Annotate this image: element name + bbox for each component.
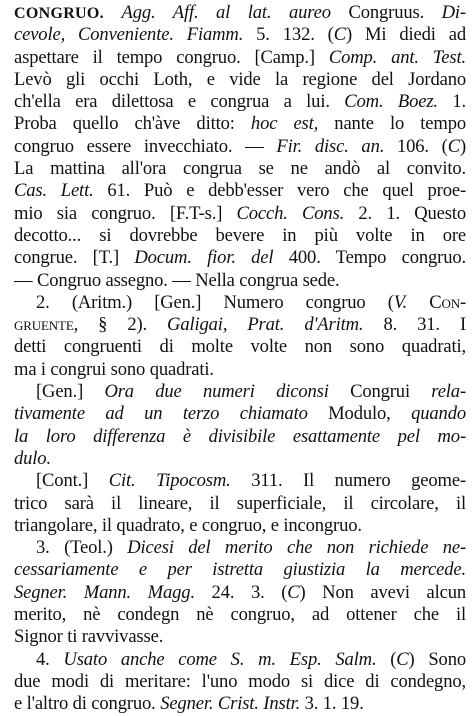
entry-line	[14, 470, 466, 492]
italic-text: Segner. Crist. Instr.	[160, 693, 301, 715]
entry-line	[14, 292, 466, 314]
entry-line	[14, 113, 466, 135]
sense-number: 4.	[36, 648, 64, 670]
text-segment: due modi di meritare: l'uno modo si dice di condegno,	[14, 670, 466, 692]
italic-text: C	[287, 581, 300, 603]
italic-text: Com. Boez.	[344, 91, 438, 113]
text-segment: [Gen.]	[36, 381, 105, 403]
entry-line	[14, 426, 466, 448]
text-segment: detti congruenti di molte volte non sono quadrati,	[14, 336, 466, 358]
entry-line	[14, 582, 466, 604]
italic-text: Di-	[441, 2, 466, 23]
text-segment: 5. 132. (	[243, 24, 334, 46]
italic-text: Docum. fior. del	[134, 247, 274, 269]
italic-text: Cit. Tipocosm.	[108, 470, 231, 492]
entry-line	[14, 559, 466, 581]
text-segment: , § 2).	[73, 314, 168, 336]
text-segment	[104, 2, 122, 23]
entry-line	[14, 604, 466, 626]
entry-line	[14, 158, 466, 180]
italic-text: cevole, Conveniente. Fiamm.	[14, 24, 244, 46]
italic-text: C	[396, 648, 409, 670]
text-segment: Proba quello ch'àve ditto:	[14, 113, 251, 135]
text-segment: 1.	[437, 91, 466, 113]
small-caps-text: Con-	[407, 291, 466, 313]
text-segment: Levò gli occhi Loth, e vide la regione del Jordano	[14, 68, 466, 90]
entry-line	[14, 448, 466, 470]
text-segment: merito, nè condegn nè congruo, ad ottener che il	[14, 604, 466, 626]
small-caps-text: gruente	[14, 314, 74, 336]
text-segment: ch'ella era dilettosa e congrua a lui.	[14, 91, 345, 113]
italic-text: Cas. Lett.	[14, 180, 94, 202]
text-segment: 400. Tempo congruo.	[273, 247, 466, 269]
italic-text: Cocch. Cons.	[236, 202, 345, 224]
entry-line	[14, 91, 466, 113]
entry-line	[14, 381, 466, 403]
entry-line	[14, 336, 466, 358]
text-segment: La mattina all'ora congrua se ne andò al convito.	[14, 158, 466, 180]
text-segment: (Teol.)	[64, 537, 128, 559]
italic-text: Fir. disc. an.	[276, 135, 385, 157]
entry-line	[14, 314, 466, 336]
text-segment: (	[376, 648, 397, 670]
italic-text: dulo.	[14, 447, 51, 469]
italic-text: C	[447, 135, 460, 157]
entry-line	[14, 626, 466, 648]
entry-line	[14, 649, 466, 671]
text-segment: mio sia congruo. [F.T-s.]	[14, 202, 237, 224]
headword: CONGRUO.	[14, 5, 104, 22]
text-segment: decotto... si dovrebbe bevere in più volte in ore	[14, 224, 466, 246]
italic-text: C	[333, 24, 346, 46]
text-segment: ) Non avevi alcun	[299, 581, 466, 603]
italic-text: la loro differenza è divisibile esattamente pel mo-	[14, 425, 466, 447]
entry-line	[14, 403, 466, 425]
text-segment: congruo essere invecchiato. —	[14, 135, 277, 157]
text-segment: 3. 1. 19.	[300, 693, 364, 715]
entry-line	[14, 180, 466, 202]
italic-text: quando	[411, 403, 466, 425]
italic-text: rela-	[431, 381, 466, 403]
entry-line	[14, 671, 466, 693]
entry-line	[14, 515, 466, 537]
text-segment: 24. 3. (	[194, 581, 288, 603]
entry-line	[14, 537, 466, 559]
italic-text: V.	[393, 291, 408, 313]
text-segment: [Cont.]	[36, 470, 109, 492]
text-segment: ) Mi diedi ad	[345, 24, 466, 46]
dictionary-entry	[14, 2, 466, 716]
italic-text: tivamente ad un terzo chiamato	[14, 403, 308, 425]
text-segment: 2. 1. Questo	[344, 202, 466, 224]
text-segment: Congrui	[328, 381, 432, 403]
text-segment: Modulo,	[307, 403, 412, 425]
text-segment: triangolare, il quadrato, e congruo, e incongruo.	[14, 514, 362, 536]
entry-line	[14, 693, 466, 715]
italic-text: Segner. Mann. Magg.	[14, 581, 195, 603]
sense-number: 2.	[36, 291, 72, 313]
entry-line	[14, 203, 466, 225]
italic-text: Usato anche come S. m. Esp. Salm.	[63, 648, 377, 670]
text-segment: Signor ti ravvivasse.	[14, 626, 164, 648]
italic-text: Agg. Aff. al lat. aureo	[121, 2, 331, 23]
text-segment: Congruus.	[330, 2, 442, 23]
text-segment: ) Sono	[408, 648, 466, 670]
text-segment: ma i congrui sono quadrati.	[14, 358, 214, 380]
text-segment: aspettare il tempo congruo. [Camp.]	[14, 46, 329, 68]
entry-line	[14, 493, 466, 515]
text-segment: trico sarà il lineare, il superficiale, il circolare, il	[14, 492, 466, 514]
text-segment: nante lo tempo	[318, 113, 466, 135]
sense-number: 3.	[36, 537, 65, 559]
italic-text: Ora due numeri diconsi	[104, 381, 329, 403]
text-segment: 61. Può e debb'esser vero che quel proe-	[93, 180, 466, 202]
entry-line	[14, 270, 466, 292]
entry-line	[14, 359, 466, 381]
text-segment: (Aritm.) [Gen.] Numero congruo (	[71, 291, 394, 313]
text-segment: 311. Il numero geome-	[230, 470, 466, 492]
entry-line	[14, 24, 466, 46]
text-segment: )	[459, 135, 466, 157]
entry-line	[14, 69, 466, 91]
entry-line	[14, 225, 466, 247]
italic-text: Comp. ant. Test.	[328, 46, 466, 68]
italic-text: cessariamente e per istretta giustizia la mercede.	[14, 559, 466, 581]
text-segment: — Congruo assegno. — Nella congrua sede.	[14, 269, 340, 291]
text-segment: 106. (	[384, 135, 448, 157]
entry-line	[14, 2, 466, 24]
entry-line	[14, 247, 466, 269]
text-segment: congrue. [T.]	[14, 247, 135, 269]
italic-text: hoc est,	[250, 113, 319, 135]
text-segment: e l'altro di congruo.	[14, 693, 161, 715]
italic-text: Dicesi del merito che non richiede ne-	[127, 537, 466, 559]
text-segment: 8. 31. I	[363, 314, 466, 336]
italic-text: Galigai, Prat. d'Aritm.	[167, 314, 364, 336]
entry-line	[14, 136, 466, 158]
entry-line	[14, 47, 466, 69]
